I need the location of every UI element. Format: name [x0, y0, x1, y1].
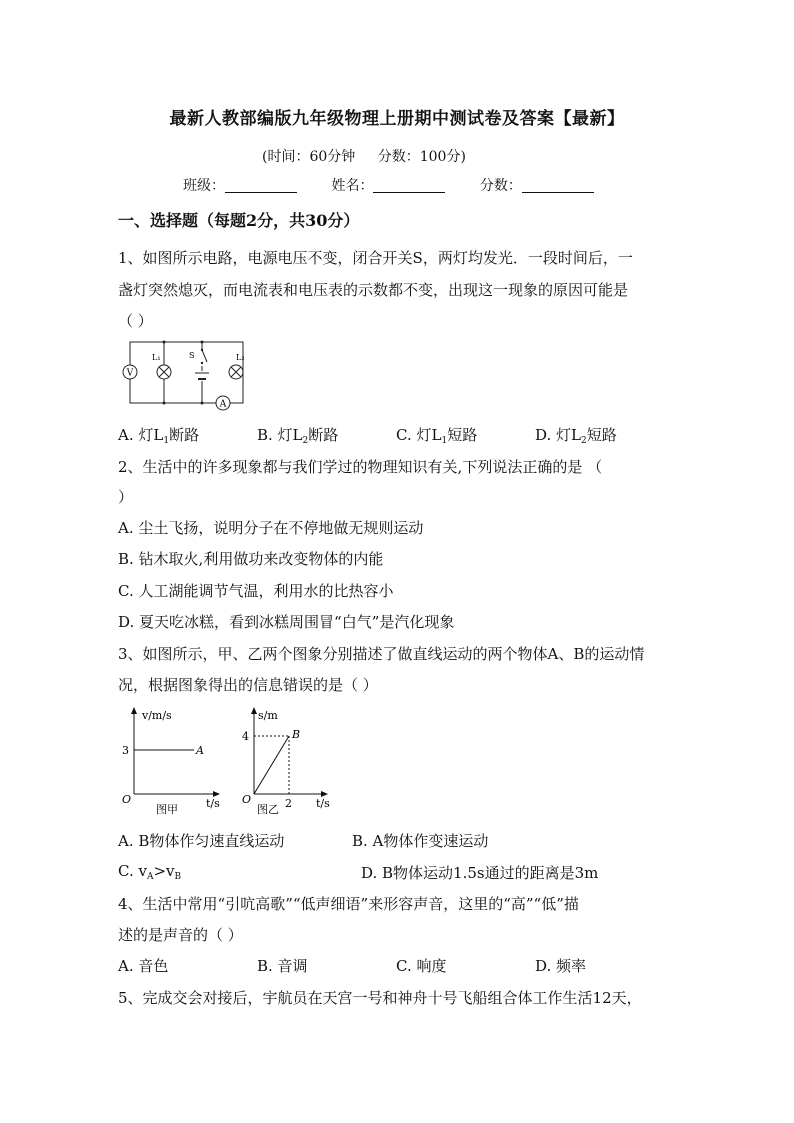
- name-field: [331, 175, 445, 195]
- voltmeter: [123, 365, 137, 379]
- svg-text:L₂: L₂: [236, 353, 245, 362]
- name-label: 姓名：: [331, 178, 374, 194]
- q3-option-c[interactable]: C. $v_A>v_B$: [118, 862, 182, 882]
- q4-option-c[interactable]: C. 响度: [396, 957, 447, 975]
- exam-info: [262, 146, 484, 166]
- q2-option-a[interactable]: A. 尘土飞扬，说明分子在不停地做无规则运动: [118, 519, 424, 537]
- svg-text:v/m/s: v/m/s: [142, 709, 172, 722]
- q3-option-d[interactable]: D. B物体运动1.5s通过的距离是3m: [361, 864, 599, 882]
- lamp-l1: [152, 353, 171, 379]
- q1-line1: 1、如图所示电路，电源电压不变，闭合开关S，两灯均发光．一段时间后，一: [118, 249, 633, 267]
- svg-text:L₁: L₁: [152, 353, 161, 362]
- score-field: [480, 175, 594, 195]
- svg-text:A: A: [196, 744, 204, 757]
- svg-text:B: B: [292, 728, 301, 741]
- q2-option-d[interactable]: D. 夏天吃冰糕，看到冰糕周围冒“白气”是汽化现象: [118, 613, 455, 631]
- q1-option-a[interactable]: A. 灯$L_1$断路: [118, 426, 200, 446]
- svg-text:A: A: [219, 399, 227, 410]
- q2-line1: 2、生活中的许多现象都与我们学过的物理知识有关,下列说法正确的是 （: [118, 458, 603, 476]
- svg-text:s/m: s/m: [258, 709, 278, 722]
- q1-line3: （ ）: [118, 312, 153, 330]
- q3-line2: 况，根据图象得出的信息错误的是（ ）: [118, 676, 378, 694]
- name-blank[interactable]: [373, 177, 445, 193]
- lamp-l2: [229, 353, 245, 379]
- svg-text:t/s: t/s: [206, 797, 220, 810]
- time-info: (时间：60分钟: [262, 149, 356, 165]
- score-label: 分数：: [479, 178, 522, 194]
- q4-line2: 述的是声音的（ ）: [118, 926, 243, 944]
- q4-line1: 4、生活中常用“引吭高歌”“低声细语”来形容声音，这里的“高”“低”描: [118, 895, 579, 913]
- page-title: 最新人教部编版九年级物理上册期中测试卷及答案【最新】: [169, 109, 625, 129]
- q3-option-b[interactable]: B. A物体作变速运动: [352, 832, 489, 850]
- q1-option-b[interactable]: B. 灯$L_2$断路: [257, 426, 339, 446]
- motion-graphs: [118, 704, 338, 818]
- q2-option-b[interactable]: B. 钻木取火,利用做功来改变物体的内能: [118, 550, 384, 568]
- svg-text:图乙: 图乙: [257, 803, 279, 816]
- class-label: 班级：: [183, 178, 225, 194]
- section-heading: 一、选择题（每题2分，共30分）: [118, 211, 360, 230]
- q1-option-c[interactable]: C. 灯$L_1$短路: [396, 426, 478, 446]
- q1-line2: 盏灯突然熄灭，而电流表和电压表的示数都不变，出现这一现象的原因可能是: [118, 281, 629, 299]
- svg-text:V: V: [126, 368, 134, 379]
- q2-option-c[interactable]: C. 人工湖能调节气温，利用水的比热容小: [118, 582, 394, 600]
- total-score-info: 分数：100分): [377, 149, 466, 165]
- q3-line1: 3、如图所示，甲、乙两个图象分别描述了做直线运动的两个物体A、B的运动情: [118, 645, 645, 663]
- ammeter: [216, 396, 230, 410]
- svg-text:t/s: t/s: [316, 797, 330, 810]
- class-blank[interactable]: [225, 177, 297, 193]
- q3-option-a[interactable]: A. B物体作匀速直线运动: [118, 832, 285, 850]
- q4-option-d[interactable]: D. 频率: [535, 957, 587, 975]
- q1-option-d[interactable]: D. 灯$L_2$短路: [535, 426, 617, 446]
- q4-option-b[interactable]: B. 音调: [257, 957, 308, 975]
- svg-text:3: 3: [122, 744, 129, 757]
- circuit-diagram: [118, 336, 258, 412]
- svg-text:O: O: [122, 793, 132, 806]
- svg-text:4: 4: [242, 730, 249, 743]
- graph-jia: [122, 707, 220, 816]
- student-fields: [183, 175, 624, 195]
- svg-text:S: S: [189, 351, 195, 360]
- q4-option-a[interactable]: A. 音色: [118, 957, 169, 975]
- svg-text:图甲: 图甲: [156, 803, 178, 816]
- switch-and-battery: [189, 349, 209, 381]
- q5-line1: 5、完成交会对接后，宇航员在天宫一号和神舟十号飞船组合体工作生活12天，: [118, 989, 642, 1007]
- score-blank[interactable]: [522, 177, 594, 193]
- q2-line2: ）: [118, 488, 134, 506]
- graph-yi: [242, 707, 330, 816]
- svg-text:2: 2: [285, 797, 292, 810]
- class-field: [183, 175, 297, 195]
- svg-text:O: O: [242, 793, 252, 806]
